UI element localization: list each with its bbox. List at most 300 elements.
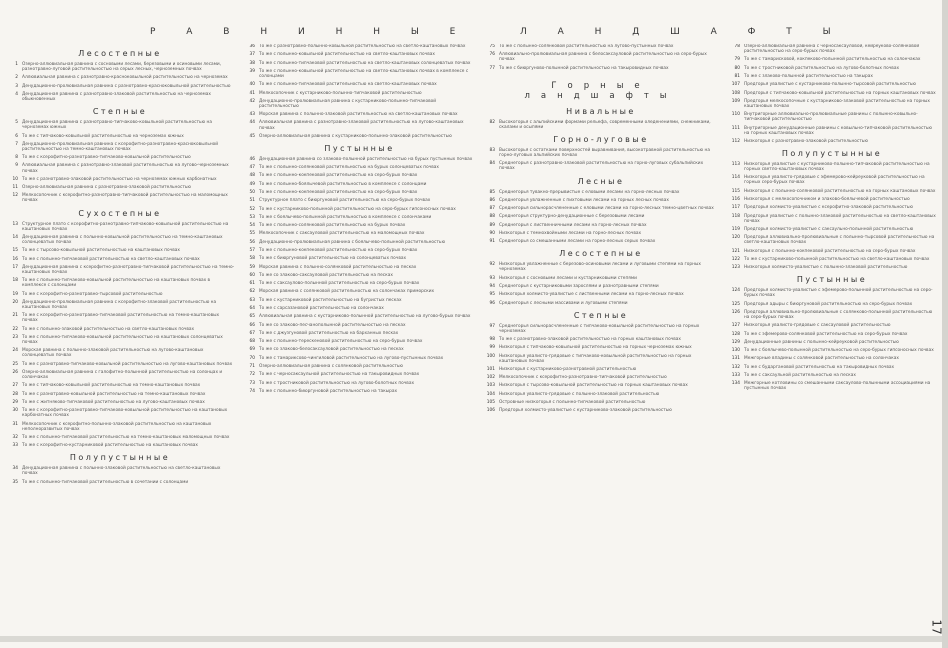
- legend-entry-number: 10: [12, 176, 18, 182]
- legend-entry-number: 1: [15, 62, 18, 67]
- legend-entry-number: 89: [489, 222, 495, 228]
- legend-entry-text: Структурное плато с биюргуновой растительностью на серо-бурых почвах: [259, 198, 431, 204]
- legend-entry-text: То же с боялычево-полынной растительностью в комплексе с солончаками: [259, 214, 432, 220]
- legend-entry: [727, 139, 937, 144]
- legend-entry-text: Среднегорья увлажненные с пихтовыми лесами на горных лесных почвах: [499, 197, 669, 203]
- legend-entry: [5, 383, 235, 388]
- legend-entry: [5, 392, 235, 397]
- legend-entry-number: 118: [731, 213, 740, 219]
- legend-entry: [727, 365, 937, 370]
- column-3: [482, 44, 720, 640]
- legend-entry-text: Аллювиально-пролювиальная равнина с белосаксауловой растительностью на серо-бурых почвах: [499, 52, 707, 63]
- legend-entry: [482, 276, 720, 281]
- legend-entry-text: То же со злаково-песчанополынной растительностью на песках: [259, 322, 406, 328]
- legend-entry-text: Низкогорья с разнотравно-злаковой растительностью: [744, 138, 868, 144]
- legend-entry-text: Среднегорья сильнорасчлененные с еловыми лесами на горно-лесных темно-цветных почвах: [499, 206, 714, 212]
- legend-entry: [242, 207, 477, 212]
- legend-entry-text: Низкогорья с типчаково-ковыльной растительностью на горных черноземах южных: [499, 345, 692, 351]
- legend-entry: [727, 356, 937, 361]
- legend-entry-number: 125: [731, 301, 740, 307]
- legend-entry-text: То же с кустарниковой растительностью на бугристых песках: [259, 297, 402, 303]
- legend-entry-number: 77: [489, 65, 495, 71]
- legend-entry-number: 63: [249, 297, 255, 303]
- legend-entry: [482, 337, 720, 342]
- legend-entry-number: 7: [15, 141, 18, 147]
- legend-entry: [242, 231, 477, 236]
- legend-entry-text: Высокогорья с альпийскими формами рельефа, современными оледенениями, снежниками, скалами и осыпями: [499, 119, 711, 130]
- legend-entry-number: 126: [731, 309, 740, 315]
- legend-entry-text: Денудационная равнина с разнотравно-типчаково-ковыльной растительностью на черноземах южных: [22, 120, 212, 131]
- legend-entry-number: 32: [12, 434, 18, 440]
- legend-entry-text: То же с полынно-ковыльной растительностью на светло-каштановых почвах: [259, 52, 435, 58]
- legend-entry-number: 84: [489, 161, 495, 167]
- legend-entry: [242, 372, 477, 377]
- legend-entry-text: Денудационная равнина с полынно-злаковой растительностью на светло-каштановых почвах: [22, 466, 221, 477]
- legend-entry-number: 90: [489, 230, 495, 236]
- legend-entry-number: 47: [249, 165, 255, 171]
- legend-entry: [242, 182, 477, 187]
- column-1: [5, 44, 235, 640]
- legend-entry-text: Низкогорья с кустарниково-разнотравной растительностью: [499, 366, 637, 372]
- legend-entry: [242, 364, 477, 369]
- legend-entry-text: Внутригорные аллювиально-пролювиальные равнины с полынно-ковыльно-типчаковой растительностью: [744, 112, 918, 123]
- legend-entry-text: Предгорья холмисто-увалистые с ксерофитно-злаковой растительностью: [744, 205, 913, 211]
- legend-entry: [242, 91, 477, 96]
- legend-entry-text: Предгорья холмисто-увалистые с эфемерово-полынной растительностью на серо-бурых почвах: [744, 288, 933, 299]
- section-heading: Горные ландшафты: [524, 80, 678, 101]
- legend-entry-number: 76: [489, 52, 495, 58]
- legend-entry-text: То же с тырсово-ковыльной растительностью на каштановых почвах: [22, 248, 180, 254]
- legend-entry-number: 29: [12, 399, 18, 405]
- legend-entry-text: Островные низкогорья с полынно-типчаковой растительностью: [499, 400, 646, 406]
- legend-entry: [5, 142, 235, 152]
- legend-entry-text: То же с полынно-типчаковой растительностью на светло-каштановых солонцеватых почвах: [259, 60, 471, 66]
- legend-entry: [5, 257, 235, 262]
- legend-entry-text: Мелкосопочник с ксерофитно-разнотравно-типчаковой растительностью на маломощных почвах: [22, 193, 228, 204]
- legend-entry-number: 74: [249, 388, 255, 394]
- legend-entry: [727, 162, 937, 172]
- section-heading: Степные: [573, 310, 629, 320]
- legend-entry: [5, 155, 235, 160]
- legend-entry-text: Высокогорья с остатками поверхностей выравнивания, высокотравной растительностью на горно-луговых альпийских почвах: [499, 147, 710, 159]
- legend-entry-number: 11: [12, 185, 18, 191]
- legend-entry-text: То же с ксерофитно-кустарниковой растительностью на каштановых почвах: [22, 443, 198, 449]
- legend-entry: [5, 235, 235, 245]
- legend-entry-text: То же с полынно-кокпековой растительностью на серо-бурых почвах: [259, 173, 418, 179]
- legend-entry-text: Низкогорья с полынно-солянковой растительностью на горных каштановых почвах: [744, 188, 936, 194]
- legend-entry: [727, 175, 937, 185]
- legend-entry-number: 128: [731, 331, 740, 337]
- legend-entry: [5, 222, 235, 232]
- legend-entry: [242, 120, 477, 130]
- legend-entry-number: 99: [489, 345, 495, 351]
- legend-entry-text: Предгорья увалистые с полынно-злаковой растительностью на светло-каштановых почвах: [744, 213, 936, 224]
- legend-entry-number: 132: [731, 364, 740, 370]
- legend-entry-number: 71: [249, 363, 255, 369]
- legend-entry: [5, 480, 235, 485]
- legend-entry-text: Мелкосопочник с ксерофитно-полынно-злаковой растительностью на каштановых неполноразвитых почвах: [22, 421, 212, 432]
- legend-entry-text: То же с ксерофитно-разнотравно-типчаково-ковыльной растительностью на каштановых карбонатных почвах: [22, 408, 228, 419]
- legend-entry-number: 35: [12, 479, 18, 485]
- legend-entry: [482, 44, 720, 49]
- legend-entry: [482, 198, 720, 203]
- legend-entry-text: Низкогорья увалисто-грядовые с типчаково-ковыльной растительностью на горных каштановых почвах: [499, 353, 692, 364]
- legend-entry-number: 30: [12, 408, 18, 414]
- legend-entry: [242, 61, 477, 66]
- legend-entry-text: То же с злаково-полынной растительностью на такырах: [744, 73, 873, 79]
- legend-entry-number: 115: [731, 188, 740, 194]
- legend-entry-number: 73: [249, 380, 255, 386]
- column-2: [242, 44, 477, 640]
- legend-entry-text: Предгорья холмисто-увалистые с кустарниково-злаковой растительностью: [499, 408, 672, 414]
- legend-entry-number: 104: [486, 391, 495, 397]
- legend-entry-text: То же с ксерофитно-разнотравно-тырсовой растительностью: [22, 291, 163, 297]
- legend-entry-number: 82: [489, 119, 495, 125]
- legend-entry-number: 94: [489, 283, 495, 289]
- legend-entry-text: То же с ксерофитно-разнотравно-типчаково-ковыльной растительностью: [22, 155, 191, 161]
- legend-entry-text: Озерно-аллювиальная равнина с кустарниково-полынно-злаковой растительностью: [259, 133, 452, 139]
- legend-entry-text: Среднегорья с кустарниковыми зарослями и разнотравными степями: [499, 283, 659, 289]
- legend-entry-text: То же с биюргуновой растительностью на солонцеватых почвах: [259, 256, 407, 262]
- legend-entry-text: Денудационные равнины с полынно-кейреуковой растительностью: [744, 339, 899, 345]
- legend-entry: [242, 389, 477, 394]
- legend-entry-number: 37: [249, 52, 255, 58]
- legend-entry: [242, 339, 477, 344]
- legend-entry-text: То же с тамарисковой, кокпеково-полынной растительностью на солончаках: [744, 57, 921, 63]
- legend-entry-number: 119: [731, 226, 740, 232]
- legend-entry: [5, 370, 235, 380]
- legend-entry: [242, 52, 477, 57]
- legend-entry: [727, 112, 937, 122]
- legend-entry-number: 130: [731, 348, 740, 354]
- legend-entry: [727, 340, 937, 345]
- legend-entry: [242, 331, 477, 336]
- legend-entry: [482, 345, 720, 350]
- legend-entry: [242, 323, 477, 328]
- legend-entry-number: 19: [12, 291, 18, 297]
- legend-entry-number: 123: [731, 265, 740, 271]
- legend-entry-text: Аллювиальная равнина с кустарниково-полынной растительностью на лугово-бурых почвах: [259, 314, 471, 320]
- legend-entry-number: 129: [731, 339, 740, 345]
- section-heading: Нивальные: [566, 106, 636, 116]
- legend-entry-text: То же с типчаково-ковыльной растительностью на черноземах южных: [22, 133, 184, 139]
- legend-entry-number: 107: [731, 82, 740, 88]
- page-number: 17: [929, 619, 944, 635]
- legend-entry-number: 28: [12, 391, 18, 397]
- section-heading: Пустынные: [796, 275, 868, 285]
- legend-entry-text: Предгорья холмисто-увалистые с саксаульно-полынной растительностью: [744, 226, 914, 232]
- legend-entry: [727, 265, 937, 270]
- legend-entry-number: 111: [731, 125, 740, 131]
- legend-entry-text: Денудационная равнина со злаково-полынной растительностью на бурых пустынных почвах: [259, 156, 473, 162]
- section-heading: Степные: [92, 107, 148, 117]
- legend-entry-number: 68: [249, 339, 255, 345]
- legend-entry-text: Денудационно-пролювиальная равнина с кустарниково-полынно-типчаковой растительностью: [259, 98, 437, 109]
- legend-entry: [242, 381, 477, 386]
- legend-entry: [5, 443, 235, 448]
- legend-entry: [242, 165, 477, 170]
- legend-entry-number: 45: [249, 133, 255, 139]
- legend-entry: [727, 235, 937, 245]
- legend-entry-number: 27: [12, 383, 18, 389]
- legend-entry-text: Среднегорья с разнотравно-злаковой растительностью на горно-луговых субальпийских почвах: [499, 161, 704, 172]
- legend-entry: [482, 284, 720, 289]
- legend-entry-text: То же с полынно-боялычевой растительностью в комплексе с солонцами: [259, 181, 427, 187]
- legend-entry-text: То же с полынно-ковыльной растительностью на светло-каштановых почвах в комплексе с солонцами: [259, 68, 469, 79]
- legend-entry: [727, 82, 937, 87]
- legend-entry-number: 62: [249, 289, 255, 295]
- legend-entry: [482, 120, 720, 130]
- legend-entry-text: Низкогорья с темнохвойными лесами на горно-лесных почвах: [499, 230, 642, 236]
- legend-entry-text: То же с полынно-типчаковой растительностью в сочетании с солонцами: [22, 479, 189, 485]
- legend-entry-text: То же с кустарниково-полынной растительностью на серо-бурых гипсоносных почвах: [259, 206, 456, 212]
- legend-entry: [482, 375, 720, 380]
- legend-entry: [5, 92, 235, 102]
- legend-entry-text: Морская равнина с полынно-солянковой растительностью на песках: [259, 264, 417, 270]
- legend-entry: [727, 214, 937, 224]
- legend-entry-number: 122: [731, 256, 740, 262]
- legend-entry-number: 51: [249, 198, 255, 204]
- legend-entry-number: 18: [12, 278, 18, 284]
- legend-entry-number: 69: [249, 347, 255, 353]
- legend-entry: [727, 99, 937, 109]
- legend-entry: [242, 306, 477, 311]
- legend-entry: [242, 82, 477, 87]
- legend-entry: [482, 148, 720, 158]
- legend-entry: [242, 256, 477, 261]
- legend-entry: [5, 300, 235, 310]
- legend-entry-text: Низкогорья с полынно-кокпековой растительностью на серо-бурых почвах: [744, 248, 916, 254]
- section-heading: Пустынные: [324, 143, 395, 153]
- legend-entry: [727, 257, 937, 262]
- legend-entry-number: 79: [734, 57, 740, 63]
- legend-entry-number: 46: [249, 156, 255, 162]
- legend-entry-number: 24: [12, 348, 18, 354]
- legend-entry-text: То же с ксерофитно-разнотравно-типчаковой растительностью на темно-каштановых почвах: [22, 313, 220, 324]
- legend-entry-text: Мелкосопочник с кустарниково-полынно-типчаковой растительностью: [259, 90, 422, 96]
- legend-entry-number: 60: [249, 272, 255, 278]
- legend-entry-number: 97: [489, 323, 495, 329]
- legend-entry-text: То же с кустарниково-полынной растительностью на светло-каштановых почвах: [744, 256, 930, 262]
- legend-entry-number: 116: [731, 197, 740, 203]
- legend-entry: [242, 44, 477, 49]
- legend-entry-text: То же с полынно-солянковой растительностью на бурых почвах: [259, 223, 406, 229]
- legend-entry: [242, 69, 477, 79]
- legend-entry-text: То же с эфемерово-солянковой растительностью на серо-бурых почвах: [744, 331, 908, 337]
- legend-entry-number: 81: [734, 73, 740, 79]
- legend-entry-number: 50: [249, 190, 255, 196]
- legend-entry: [5, 327, 235, 332]
- legend-entry-text: То же с полынно-кокпековой растительностью на серо-бурых почвах: [259, 248, 418, 253]
- legend-entry-text: То же с полынно-типчаково-ковыльной растительностью на каштановых почвах в комплексе с солонцами: [22, 278, 211, 289]
- legend-entry: [242, 240, 477, 245]
- legend-entry-number: 38: [249, 60, 255, 66]
- legend-entry: [5, 335, 235, 345]
- legend-entry: [482, 392, 720, 397]
- legend-entry: [5, 134, 235, 139]
- legend-entry-text: Предгорья аллювиально-пролювиальные с солянково-полынной растительностью на серо-бурых почвах: [744, 309, 933, 321]
- legend-entry-text: То же с бударгановой растительностью на такыровидных почвах: [744, 364, 895, 370]
- legend-entry: [482, 301, 720, 306]
- legend-entry-text: Низкогорья увалистые с кустарниково-полынно-типчаковой растительностью на горных светло-каштановых почвах: [744, 162, 930, 173]
- legend-entry: [5, 185, 235, 190]
- legend-entry-number: 8: [15, 155, 18, 161]
- legend-entry: [5, 62, 235, 72]
- legend-entry: [727, 332, 937, 337]
- legend-entry-text: То же с разнотравно-типчаково-ковыльной растительностью на лугово-каштановых почвах: [22, 361, 233, 367]
- legend-entry-text: Среднегорья со смешанными лесами на горно-лесных серых почвах: [499, 239, 656, 245]
- legend-entry-number: 85: [489, 189, 495, 195]
- legend-entry-number: 25: [12, 361, 18, 367]
- legend-entry-text: Озерно-аллювиальная равнина с черносаксауловой, кейреуково-солянковой растительностью на серо-бурых почвах: [744, 44, 920, 55]
- legend-entry-number: 87: [489, 206, 495, 212]
- legend-entry-number: 5: [15, 120, 18, 126]
- legend-entry-number: 124: [731, 288, 740, 294]
- legend-entry: [5, 163, 235, 173]
- legend-entry-text: То же с полынно-типчаковой растительностью на светло-каштановых почвах: [22, 256, 200, 262]
- legend-entry-text: Среднегорья тувакно-прерывистые с еловыми лесами на горно-лесных почвах: [499, 189, 680, 195]
- legend-entry-text: Структурное плато с ксерофитно-разнотравно-типчаково-ковыльной растительностью на каштановых почвах: [22, 221, 229, 232]
- legend-entry-number: 59: [249, 264, 255, 270]
- legend-entry-text: Морская равнина с полынно-злаковой растительностью на светло-каштановых почвах: [259, 112, 458, 118]
- legend-entry-text: Аллювиальная равнина с разнотравно-красноковыльной растительностью на черноземах: [22, 75, 228, 81]
- legend-entry-number: 103: [486, 383, 495, 389]
- legend-entry: [727, 373, 937, 378]
- legend-entry-number: 127: [731, 323, 740, 329]
- legend-entry-text: Низкогорья холмисто-увалистые с полынно-злаковой растительностью: [744, 265, 908, 271]
- legend-entry-number: 113: [731, 162, 740, 167]
- legend-entry: [727, 310, 937, 320]
- legend-entry-number: 133: [731, 373, 740, 378]
- legend-entry-text: Денудационно-пролювиальная равнина с ксерофитно-злаковой растительностью на каштановых почвах: [22, 299, 217, 310]
- legend-entry: [5, 313, 235, 323]
- legend-entry-text: Мелкосопочник с ксерофитно-разнотравно-типчаковой растительностью: [499, 375, 667, 381]
- legend-entry-number: 17: [12, 264, 18, 270]
- legend-entry-text: Озерно-аллювиальная равнина с солянковой растительностью: [259, 363, 404, 369]
- legend-entry-text: Низкогорья холмисто-увалистые с лиственными лесами на горно-лесных почвах: [499, 292, 684, 298]
- legend-entry: [242, 112, 477, 117]
- legend-entry: [5, 84, 235, 89]
- legend-entry: [242, 198, 477, 203]
- legend-entry: [482, 262, 720, 272]
- legend-entry-number: 22: [12, 326, 18, 332]
- legend-entry-text: То же с разнотравно-злаковой растительностью на горных каштановых почвах: [499, 336, 681, 342]
- legend-entry-number: 58: [249, 256, 255, 262]
- page-header: [0, 27, 948, 41]
- legend-entry-number: 61: [249, 281, 255, 287]
- legend-entry-text: Межгорные котловины со смешанными саксаулово-полынными ассоциациями на пустынных почвах: [744, 381, 931, 392]
- legend-entry-text: Низкогорья увалисто-грядовые с саксауловой растительностью: [744, 323, 891, 329]
- legend-entry-text: Внутригорные денудационные равнины с ковыльно-типчаковой растительностью на горных каштановых почвах: [744, 125, 933, 136]
- legend-entry-text: То же со злаково-белосаксауловой растительностью на песках: [259, 347, 404, 353]
- legend-entry-number: 55: [249, 231, 255, 237]
- legend-entry: [5, 435, 235, 440]
- legend-entry-number: 106: [486, 408, 495, 414]
- legend-entry-number: 13: [12, 221, 18, 227]
- bottom-band: [0, 636, 944, 642]
- legend-entry-number: 117: [731, 205, 740, 211]
- legend-entry: [727, 197, 937, 202]
- legend-entry: [242, 248, 477, 253]
- legend-entry-text: То же с полынно-солянковой растительностью на бурых солонцеватых почвах: [259, 165, 439, 171]
- legend-entry: [482, 383, 720, 388]
- legend-entry-number: 109: [731, 98, 740, 104]
- legend-entry: [5, 400, 235, 405]
- column-4: [727, 44, 937, 640]
- legend-entry-text: То же с разнотравно-злаковой растительностью на черноземах южных карбонатных: [22, 176, 217, 182]
- legend-entry: [482, 324, 720, 334]
- legend-entry-number: 20: [12, 299, 18, 305]
- legend-entry: [5, 193, 235, 203]
- legend-entry-number: 64: [249, 305, 255, 311]
- legend-entry-number: 12: [12, 193, 18, 199]
- legend-entry-text: Денудационно-пролювиальная равнина с ксерофитно-разнотравно-красноковыльной растительностью на темно-каштановых почвах: [22, 141, 219, 152]
- legend-entry: [482, 231, 720, 236]
- legend-entry: [727, 249, 937, 254]
- legend-entry-number: 134: [731, 381, 740, 387]
- legend-entry-number: 110: [731, 112, 740, 118]
- legend-entry-text: Низкогорья с мелкосопочником и злаково-боялычевой растительностью: [744, 197, 910, 203]
- legend-entry-number: 66: [249, 322, 255, 328]
- legend-entry-number: 26: [12, 369, 18, 375]
- legend-entry-text: Низкогорья с тырсово-ковыльной растительностью на горных каштановых почвах: [499, 383, 688, 389]
- legend-entry-text: То же с житняково-типчаковой растительностью на лугово-каштановых почвах: [22, 399, 205, 405]
- legend-entry-text: Озерно-аллювиальная равнина с разнотравно-злаковой растительностью: [22, 185, 192, 191]
- section-heading: Полупустынные: [69, 453, 171, 463]
- legend-entry: [482, 354, 720, 364]
- legend-entry-text: Низкогорья увалисто-грядовые с полынно-злаковой растительностью: [499, 391, 660, 397]
- legend-entry-number: 83: [489, 147, 495, 153]
- legend-entry-number: 93: [489, 275, 495, 281]
- legend-entry: [482, 190, 720, 195]
- legend-entry-text: Среднегорья с лиственничными лесами на горно-лесных почвах: [499, 222, 647, 228]
- legend-entry-number: 2: [15, 75, 18, 81]
- legend-entry-text: Аллювиальная равнина с разнотравно-злаковой растительностью на лугово-каштановых почвах: [259, 120, 464, 131]
- legend-entry-number: 36: [249, 44, 255, 49]
- legend-entry: [242, 356, 477, 361]
- legend-entry-text: Предгорья адыры с биюргуновой растительностью на серо-бурых почвах: [744, 301, 913, 307]
- legend-entry-number: 54: [249, 223, 255, 229]
- legend-entry-text: Озерно-аллювиальная равнина с галофитно-полынной растительностью на солонцах и солончаках: [22, 369, 223, 381]
- legend-entry-text: Низкогорья увлажненные с березово-осиновыми лесами и луговыми степями на горных черноземах: [499, 262, 701, 273]
- legend-entry: [242, 265, 477, 270]
- legend-entry-text: То же с полынно-типчаково-ковыльной растительностью на каштановых солонцеватых почвах: [22, 334, 223, 346]
- legend-entry: [5, 408, 235, 418]
- legend-entry-text: Морская равнина с солянковой растительностью на солончаках приморских: [259, 289, 435, 295]
- legend-entry: [242, 281, 477, 286]
- legend-entry: [482, 408, 720, 413]
- legend-entry-text: То же с полынно-биюргуновой растительностью на такырах: [259, 388, 398, 394]
- legend-entry-number: 21: [12, 313, 18, 319]
- right-edge: [942, 0, 948, 648]
- section-heading: Полупустынные: [781, 149, 883, 158]
- legend-entry: [482, 239, 720, 244]
- legend-entry-number: 9: [15, 163, 18, 169]
- legend-entry-text: Среднегорья сильнорасчлененные с типчаково-ковыльной растительностью на горных черноземах: [499, 323, 700, 334]
- legend-entry: [5, 248, 235, 253]
- legend-entry-text: Межгорные впадины с солянковой растительностью на солончаках: [744, 356, 899, 362]
- legend-entry: [482, 367, 720, 372]
- legend-entry-text: То же с разнотравно-полынно-ковыльной растительностью на светло-каштановых почвах: [259, 44, 466, 49]
- legend-entry: [5, 466, 235, 476]
- legend-entry-number: 42: [249, 98, 255, 104]
- legend-entry: [5, 75, 235, 80]
- legend-entry-number: 100: [486, 353, 495, 359]
- legend-entry-text: То же с сарсазановой растительностью на солончаках: [259, 305, 384, 311]
- legend-entry-number: 33: [12, 443, 18, 449]
- legend-entry: [5, 120, 235, 130]
- legend-entry-text: То же с саксаулово-полынной растительностью на серо-бурых почвах: [259, 281, 420, 287]
